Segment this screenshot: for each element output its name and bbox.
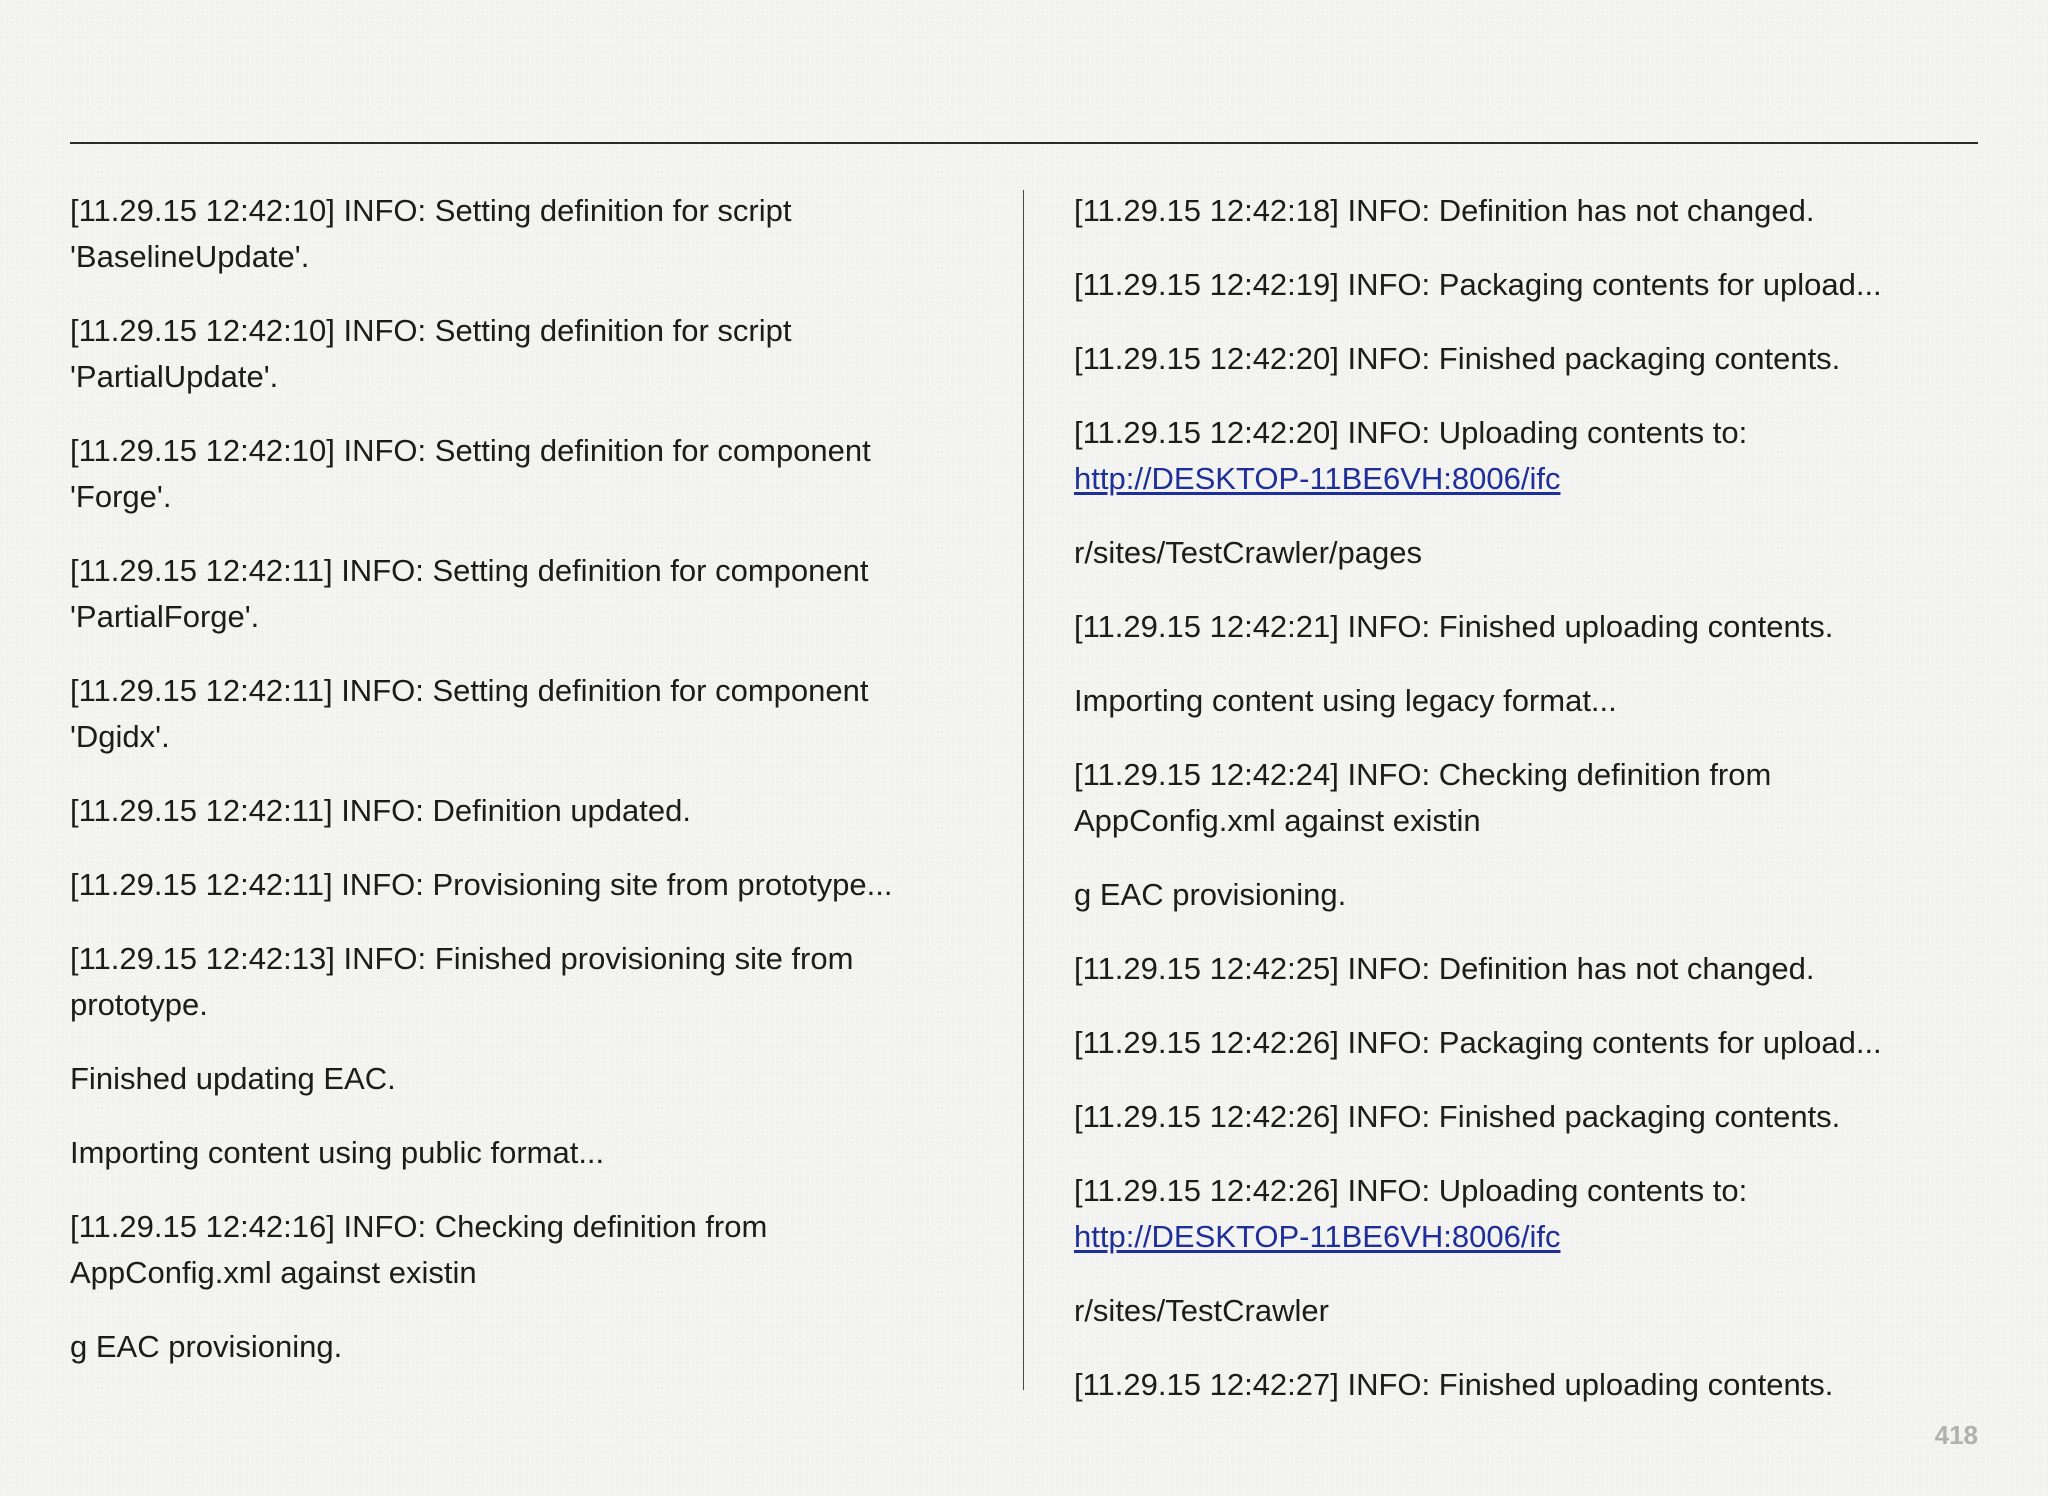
log-entry: g EAC provisioning. bbox=[1074, 877, 1347, 912]
log-entry: [11.29.15 12:42:21] INFO: Finished uploading contents. bbox=[1074, 609, 1834, 644]
log-entry: [11.29.15 12:42:10] INFO: Setting definition for script 'BaselineUpdate'. bbox=[70, 193, 792, 274]
log-entry-upload bbox=[1074, 410, 1974, 502]
log-entry: [11.29.15 12:42:18] INFO: Definition has not changed. bbox=[1074, 193, 1815, 228]
log-entry: Finished updating EAC. bbox=[70, 1061, 396, 1096]
log-entry: Importing content using legacy format... bbox=[1074, 683, 1617, 718]
log-column-right bbox=[1074, 188, 1974, 1436]
log-entry: [11.29.15 12:42:16] INFO: Checking definition from AppConfig.xml against existin bbox=[70, 1209, 768, 1290]
log-entry: [11.29.15 12:42:11] INFO: Definition updated. bbox=[70, 793, 691, 828]
upload-url-link[interactable]: http://DESKTOP-11BE6VH:8006/ifc bbox=[1074, 461, 1561, 496]
log-entry: [11.29.15 12:42:13] INFO: Finished provisioning site from prototype. bbox=[70, 941, 854, 1022]
log-column-left bbox=[70, 188, 960, 1398]
log-entry: [11.29.15 12:42:24] INFO: Checking definition from AppConfig.xml against existin bbox=[1074, 757, 1772, 838]
log-entry: [11.29.15 12:42:26] INFO: Packaging contents for upload... bbox=[1074, 1025, 1882, 1060]
log-entry: [11.29.15 12:42:20] INFO: Finished packaging contents. bbox=[1074, 341, 1841, 376]
log-entry: [11.29.15 12:42:26] INFO: Finished packaging contents. bbox=[1074, 1099, 1841, 1134]
log-entry: [11.29.15 12:42:19] INFO: Packaging contents for upload... bbox=[1074, 267, 1882, 302]
log-entry: [11.29.15 12:42:11] INFO: Setting definition for component 'Dgidx'. bbox=[70, 673, 869, 754]
log-entry: [11.29.15 12:42:11] INFO: Setting definition for component 'PartialForge'. bbox=[70, 553, 869, 634]
column-divider bbox=[1023, 190, 1024, 1390]
page-number: 418 bbox=[1934, 1420, 1978, 1450]
log-entry-text: [11.29.15 12:42:26] INFO: Uploading contents to: bbox=[1074, 1173, 1748, 1208]
log-entry: [11.29.15 12:42:25] INFO: Definition has not changed. bbox=[1074, 951, 1815, 986]
log-entry: [11.29.15 12:42:10] INFO: Setting definition for script 'PartialUpdate'. bbox=[70, 313, 792, 394]
log-entry: [11.29.15 12:42:10] INFO: Setting definition for component 'Forge'. bbox=[70, 433, 871, 514]
log-entry: Importing content using public format... bbox=[70, 1135, 605, 1170]
log-entry: g EAC provisioning. bbox=[70, 1329, 343, 1364]
log-entry: r/sites/TestCrawler/pages bbox=[1074, 535, 1423, 570]
log-entry: r/sites/TestCrawler bbox=[1074, 1293, 1329, 1328]
log-entry: [11.29.15 12:42:27] INFO: Finished uploading contents. bbox=[1074, 1367, 1834, 1402]
upload-url-link[interactable]: http://DESKTOP-11BE6VH:8006/ifc bbox=[1074, 1219, 1561, 1254]
log-entry-text: [11.29.15 12:42:20] INFO: Uploading contents to: bbox=[1074, 415, 1748, 450]
log-entry-upload bbox=[1074, 1168, 1974, 1260]
log-entry: [11.29.15 12:42:11] INFO: Provisioning site from prototype... bbox=[70, 867, 893, 902]
header-rule bbox=[70, 142, 1978, 144]
